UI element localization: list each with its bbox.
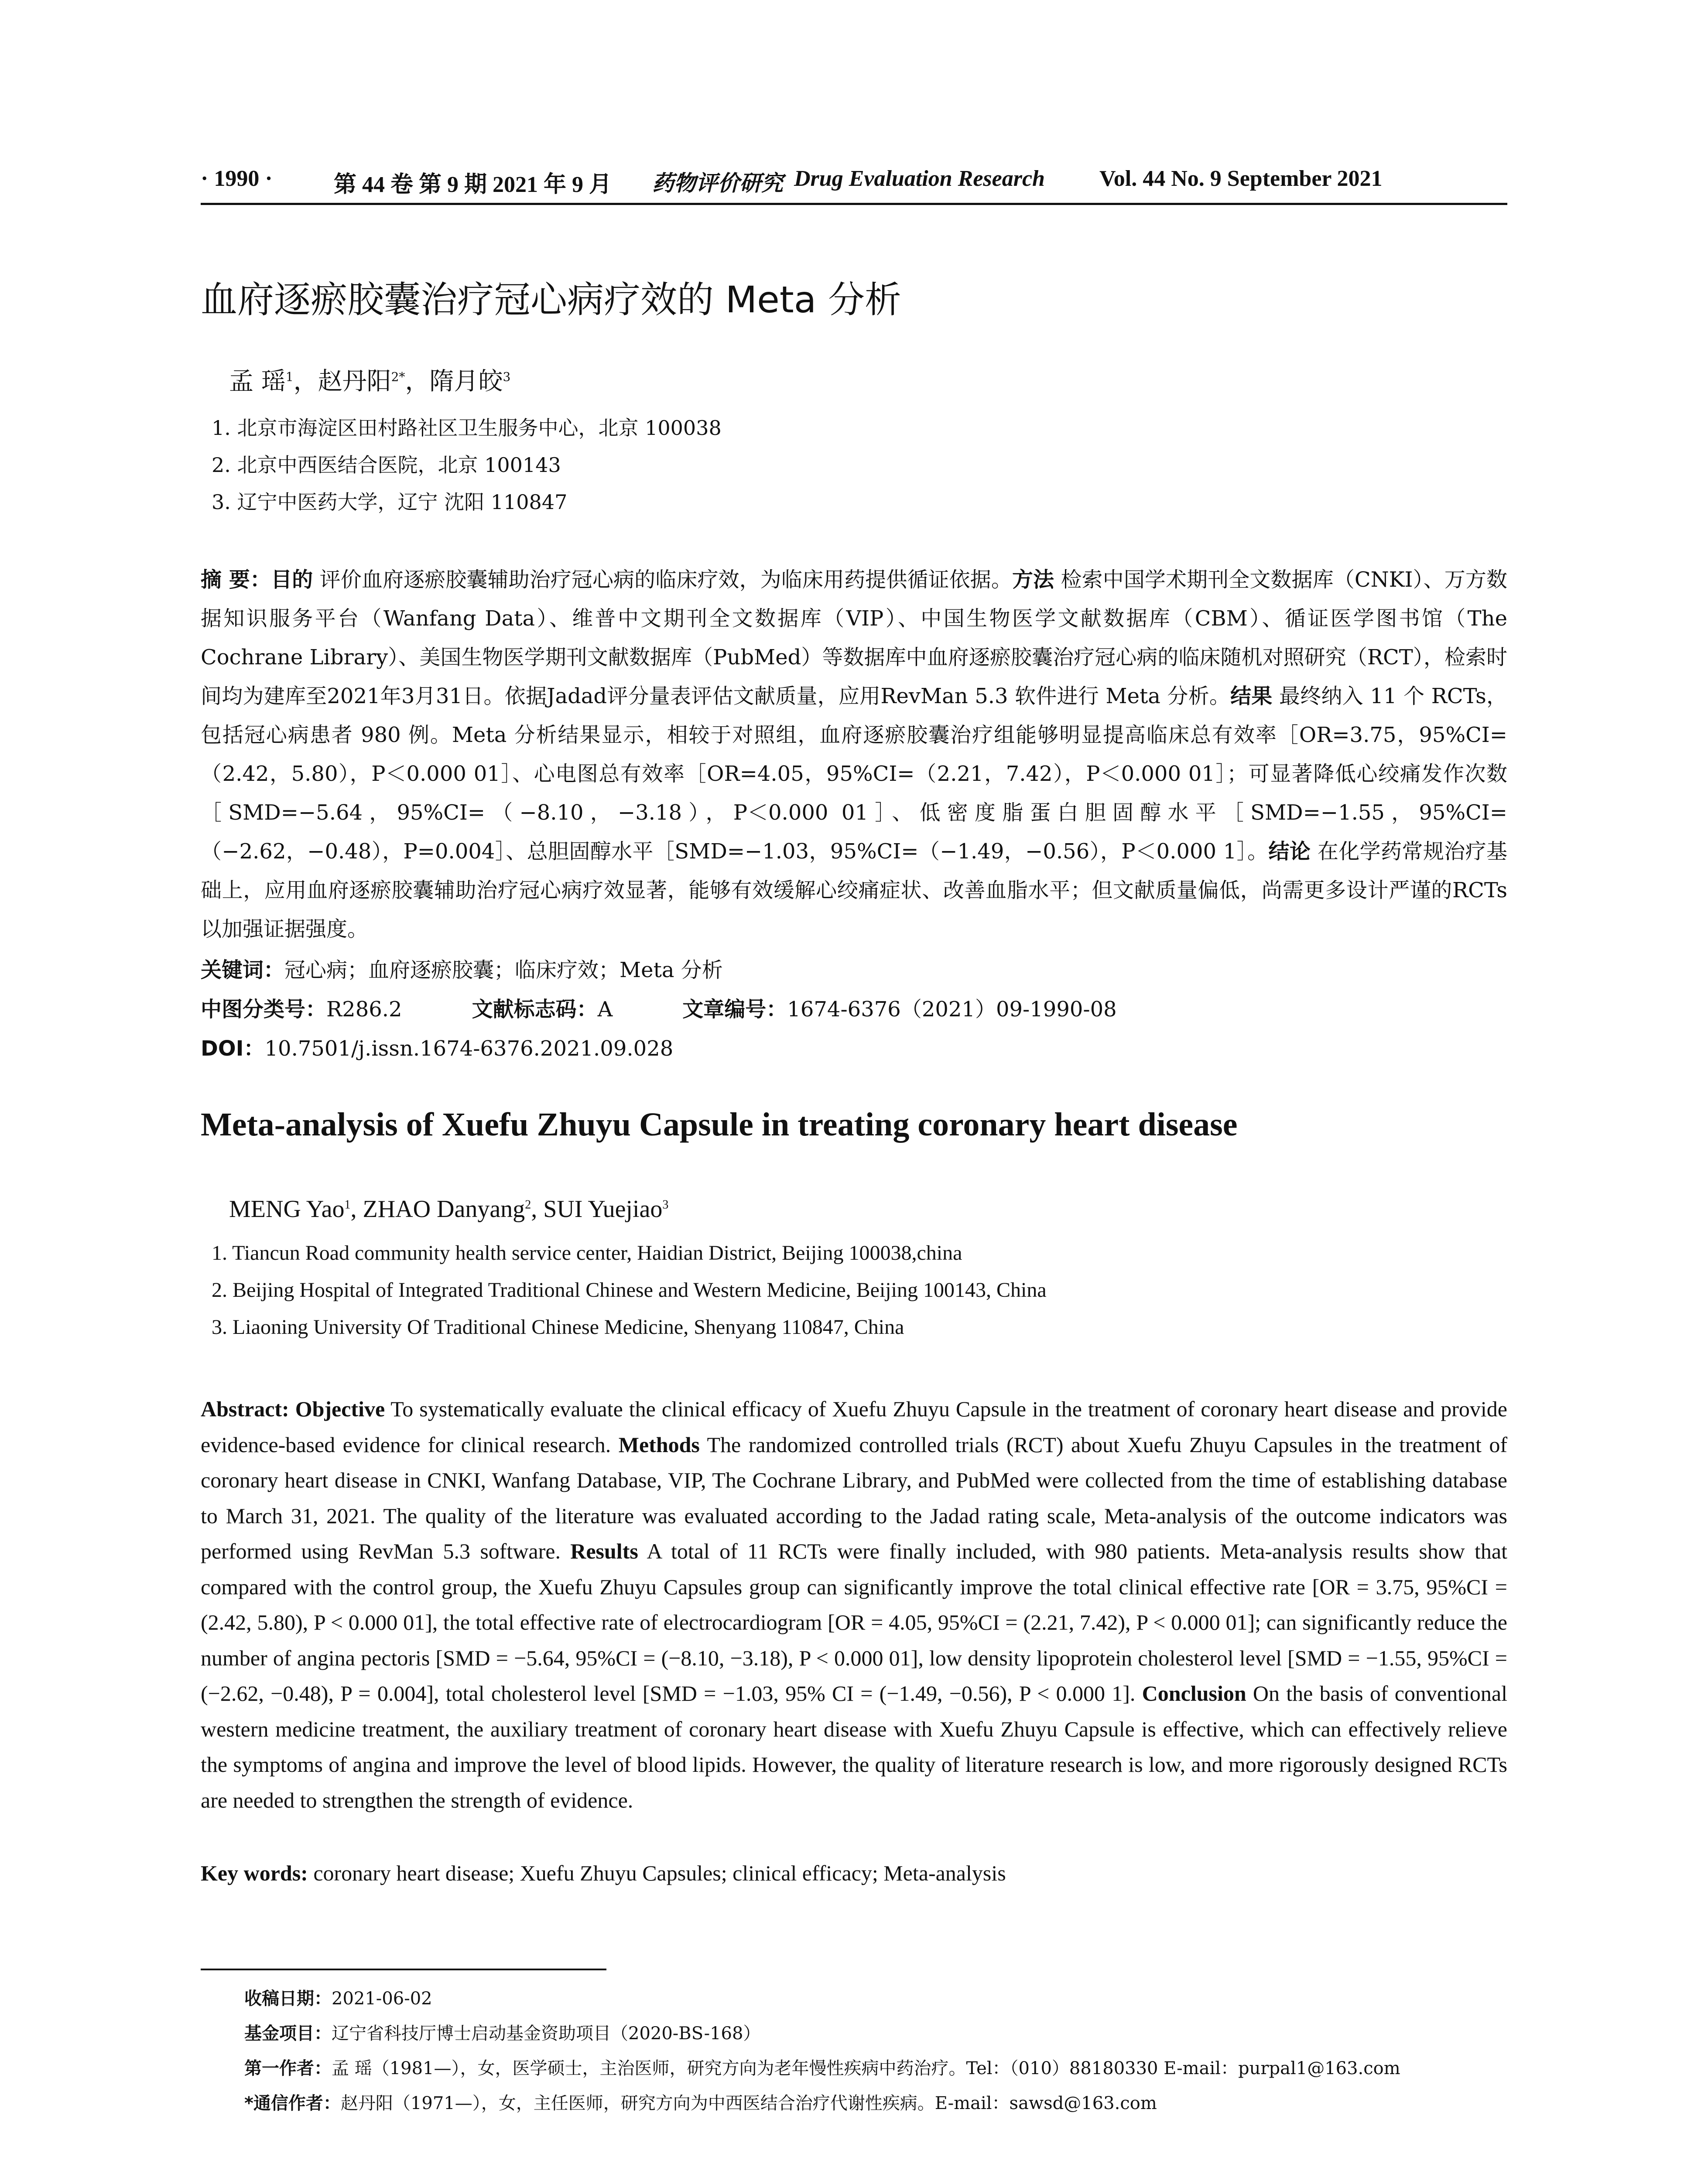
author-sep: ， [293,367,318,396]
cn-affiliation: 2. 北京中西医结合医院，北京 100143 [212,453,561,477]
cn-keywords-text: 冠心病；血府逐瘀胶囊；临床疗效；Meta 分析 [284,958,723,982]
cn-conclusion-label: 结论 [1268,839,1311,864]
footnote-label: *通信作者： [244,2093,341,2113]
author-affil-mark: 2* [391,369,405,384]
footnote-corresponding [244,2089,1157,2114]
author-name: 赵丹阳 [318,367,391,396]
footnote-rule [201,1969,606,1970]
header-rule [201,203,1507,205]
cn-abstract [201,561,1507,949]
en-results-text: A total of 11 RCTs were finally included, with 980 patients. Meta-analysis results show that compared with the control group, the Xuefu Zhuyu Capsules group can significantly improve the total clinical effective rate [OR = 3.75, 95%CI = (2.42, 5.80), P < 0.000 01], the total effective rate of electrocardiogram [OR = 4.05, 95%CI = (2.21, 7.42), P < 0.000 01]; can significantly reduce the number of angina pectoris [SMD = −5.64, 95%CI = (−8.10, −3.18), P < 0.000 01], low density lipoprotein cholesterol level [SMD = −1.55, 95%CI = (−2.62, −0.48), P = 0.004], total cholesterol level [SMD = −1.03, 95% CI = (−1.49, −0.56), P < 0.000 1]. [201,1539,1508,1706]
cn-objective-label: 目的 [271,567,313,592]
en-abstract-label: Abstract: [201,1397,289,1421]
author-name: ZHAO Danyang [363,1196,525,1223]
en-affiliation: 3. Liaoning University Of Traditional Chinese Medicine, Shenyang 110847, China [212,1316,904,1339]
author-affil-mark: 1 [344,1198,351,1212]
author-sep: , [531,1196,544,1223]
footnote-received [244,1985,432,2010]
cn-results-label: 结果 [1230,684,1273,708]
author-affil-mark: 3 [662,1198,669,1212]
author-sep: , [350,1196,363,1223]
footnote-text: 赵丹阳（1971—），女，主任医师，研究方向为中西医结合治疗代谢性疾病。E-mail：sawsd@163.com [340,2093,1157,2113]
doi-value: 10.7501/j.issn.1674-6376.2021.09.028 [264,1036,674,1061]
cn-methods-text: 检索中国学术期刊全文数据库（CNKI）、万方数据知识服务平台（Wanfang Data）、维普中文期刊全文数据库（VIP）、中国生物医学文献数据库（CBM）、循证医学图书馆（The Cochrane Library）、美国生物医学期刊文献数据库（PubMed）等数据库中血府逐瘀胶囊治疗冠心病的临床随机对照研究（RCT），检索时间均为建库至2021年3月31日。依据Jadad评分量表评估文献质量，应用RevMan 5.3 软件进行 Meta 分析。 [201,567,1507,708]
cn-issue-info: 第 44 卷 第 9 期 2021 年 9 月 [334,172,612,197]
author-name: MENG Yao [229,1196,345,1223]
cn-title: 血府逐瘀胶囊治疗冠心病疗效的 Meta 分析 [201,278,901,321]
doi [201,1032,673,1062]
cn-doc-value: A [597,997,613,1022]
cn-results-text: 最终纳入 11 个 RCTs，包括冠心病患者 980 例。Meta 分析结果显示，相较于对照组，血府逐瘀胶囊治疗组能够明显提高临床总有效率［OR=3.75，95%CI=（2.42，5.80），P＜0.000 01］、心电图总有效率［OR=4.05，95%CI=（2.21，7.42），P＜0.000 01］；可显著降低心绞痛发作次数［SMD=−5.64，95%CI=（−8.10，−3.18），P＜0.000 01］、低密度脂蛋白胆固醇水平［SMD=−1.55，95%CI=（−2.62，−0.48），P=0.004］、总胆固醇水平［SMD=−1.03，95%CI=（−1.49，−0.56），P＜0.000 1］。 [201,684,1507,864]
cn-doc-label: 文献标志码： [472,997,598,1022]
author-affil-mark: 3 [503,369,511,384]
cn-authors [229,362,510,397]
author-affil-mark: 2 [525,1198,531,1212]
author-affil-mark: 1 [285,369,294,384]
cn-affiliation: 1. 北京市海淀区田村路社区卫生服务中心，北京 100038 [212,416,722,440]
en-objective-text: To systematically evaluate the clinical efficacy of Xuefu Zhuyu Capsule in the treatment of coronary heart disease and provide evidence-based evidence for clinical research. [201,1397,1507,1457]
footnote-first-author [244,2055,1400,2079]
en-keywords [201,1860,1006,1886]
en-keywords-text: coronary heart disease; Xuefu Zhuyu Capsules; clinical efficacy; Meta-analysis [313,1861,1006,1885]
en-objective-label: Objective [295,1397,385,1421]
footnote-label: 基金项目： [244,2024,332,2044]
en-abstract [201,1391,1507,1818]
cn-article-value: 1674-6376（2021）09-1990-08 [787,997,1117,1022]
en-issue-info: Vol. 44 No. 9 September 2021 [1099,166,1383,191]
cn-affiliation: 3. 辽宁中医药大学，辽宁 沈阳 110847 [212,490,568,514]
cn-article-label: 文章编号： [682,997,787,1022]
cn-abstract-label: 摘 要： [201,567,271,592]
author-name: SUI Yuejiao [543,1196,663,1223]
en-affiliation: 1. Tiancun Road community health service center, Haidian District, Beijing 100038,china [212,1241,962,1265]
footnote-label: 收稿日期： [244,1989,332,2009]
en-conclusion-text: On the basis of conventional western medicine treatment, the auxiliary treatment of coronary heart disease with Xuefu Zhuyu Capsule is effective, which can effectively relieve the symptoms of angina and improve the level of blood lipids. However, the quality of literature research is low, and more rigorously designed RCTs are needed to strengthen the strength of evidence. [201,1681,1507,1812]
en-conclusion-label: Conclusion [1142,1681,1246,1706]
cn-objective-text: 评价血府逐瘀胶囊辅助治疗冠心病的临床疗效，为临床用药提供循证依据。 [319,567,1012,592]
cn-methods-label: 方法 [1012,567,1054,592]
cn-keywords-label: 关键词： [201,958,285,982]
cn-conclusion-text: 在化学药常规治疗基础上，应用血府逐瘀胶囊辅助治疗冠心病疗效显著，能够有效缓解心绞痛症状、改善血脂水平；但文献质量偏低，尚需更多设计严谨的RCTs以加强证据强度。 [201,839,1507,941]
footnote-text: 2021-06-02 [332,1989,432,2009]
author-name: 孟 瑶 [229,367,286,396]
footnote-text: 辽宁省科技厅博士启动基金资助项目（2020-BS-168） [332,2024,761,2044]
cn-classification [201,992,1117,1022]
footnote-label: 第一作者： [244,2058,332,2078]
cn-class-label: 中图分类号： [201,997,327,1022]
en-affiliation: 2. Beijing Hospital of Integrated Traditional Chinese and Western Medicine, Beijing 100143, China [212,1279,1047,1302]
en-title: Meta-analysis of Xuefu Zhuyu Capsule in treating coronary heart disease [201,1106,1238,1143]
cn-class-value: R286.2 [326,997,402,1022]
footnote-funding [244,2020,760,2044]
journal-name: Drug Evaluation Research [794,166,1045,191]
page-number: · 1990 · [201,166,273,191]
en-authors [229,1195,668,1223]
en-methods-text: The randomized controlled trials (RCT) about Xuefu Zhuyu Capsules in the treatment of coronary heart disease in CNKI, Wanfang Database, VIP, The Cochrane Library, and PubMed were collected from the time of establishing database to March 31, 2021. The quality of the literature was evaluated according to the Jadad rating scale, Meta-analysis of the outcome indicators was performed using RevMan 5.3 software. [201,1432,1507,1563]
en-results-label: Results [570,1539,638,1563]
en-keywords-label: Key words: [201,1861,308,1885]
journal-logo: 药物评价研究 [652,170,783,196]
running-header [201,166,1509,196]
author-sep: ， [405,367,430,396]
doi-label: DOI： [201,1036,265,1061]
en-methods-label: Methods [618,1432,700,1457]
footnote-text: 孟 瑶（1981—），女，医学硕士，主治医师，研究方向为老年慢性疾病中药治疗。Tel：（010）88180330 E-mail：purpal1@163.com [332,2058,1400,2078]
cn-keywords [201,953,723,983]
author-name: 隋月皎 [429,367,503,396]
